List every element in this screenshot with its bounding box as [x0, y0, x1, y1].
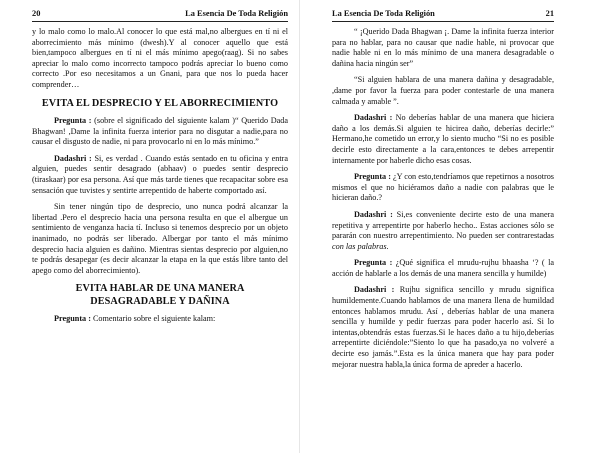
- right-page: [300, 0, 600, 453]
- right-page-number: 21: [545, 9, 554, 18]
- left-header-rule: [32, 21, 288, 22]
- left-page-header: [32, 8, 288, 19]
- left-heading-1: EVITA EL DESPRECIO Y EL ABORRECIMIENTO: [41, 97, 279, 109]
- left-heading-2: EVITA HABLAR DE UNA MANERA DESAGRADABLE Y DAÑINA: [75, 283, 245, 307]
- answer-text: No deberías hablar de una manera que hiciera daño a los demás.Si alguien te hicirea daño, deberías decirle:” Hermano,he cometido un error,y lo siento mucho “Si no es posible decirle esto directamente a la cara,entonces te debes arrepentir internamente por haberle dicho esas cosas.: [332, 113, 554, 165]
- question-label: Pregunta :: [54, 116, 92, 126]
- question-label: Pregunta :: [354, 172, 391, 182]
- answer-text: Si,es conveniente decirte esto de una manera repetitiva y arrepentirte por haberlo hecho.. Estas acciones sólo se pararán con nuestro arrepentimiento. No pueden ser contrarestadas: [332, 209, 554, 241]
- answer-italic-text: con las palabras.: [332, 241, 389, 251]
- right-page-header: [332, 8, 554, 19]
- left-question-1: [32, 116, 288, 148]
- left-answer-1: [32, 154, 288, 196]
- left-question-2: [32, 314, 288, 325]
- question-text: Comentario sobre el siguiente kalam:: [90, 314, 216, 324]
- right-answer-1: [332, 113, 554, 166]
- left-running-title: La Esencia De Toda Religión: [185, 9, 288, 18]
- question-text: ¿Y con esto,tendríamos que repetirnos a nosotros mismos el que no hiciéramos daño a nadie con palabras que le hicieran daño.?: [332, 172, 554, 203]
- right-answer-3: [332, 285, 554, 370]
- left-paragraph-1: y lo malo como lo malo.Al conocer lo que está mal,no albergues en tí ni el aborrecimiento más mínimo (dwesh).Y al conocer aquello que está bien,tampoco albergues en tí ni el más mínimo apego(raag). Si no sabes apreciar lo malo como incorrecto tampoco podrás apreciar lo bueno como correcto .Por eso necesitamos a un Gnani, para que nos lo pueda hacer comprender…: [32, 27, 288, 89]
- question-text: (sobre el significado del siguiente kalam )“ Querido Dada Bhagwan! ,Dame la infinita fuerza interior para no disgutar a nadie,para no causar el disgusto de nadie, ni para provocarlo ni en lo más mínimo.”: [32, 116, 289, 147]
- right-answer-2: [332, 210, 554, 252]
- right-paragraph-2: “Si alguien hablara de una manera dañina y desagradable, ,dame por favor la fuerza para poder contestarle de una manera calmada y amable ”.: [332, 75, 554, 106]
- answer-label: Dadashri :: [354, 113, 393, 123]
- right-question-2: [332, 258, 554, 279]
- right-header-rule: [332, 21, 554, 22]
- answer-label: Dadashri :: [54, 153, 92, 163]
- left-page-number: 20: [32, 9, 41, 18]
- answer-label: Dadashri :: [354, 285, 395, 295]
- question-label: Pregunta :: [54, 314, 91, 324]
- right-running-title: La Esencia De Toda Religión: [332, 9, 435, 18]
- answer-text: Si, es verdad . Cuando estás sentado en tu oficina y entra alguien, puedes sentir desagrado (abhaav) o puedes sentir desprecio (tiraskaar) por esa persona. Así que más tarde tienes que recapacitar sobre esa sensación que tuvistes y sentirte arrepentido de haberte comportado así.: [32, 153, 289, 195]
- answer-label: Dadashri :: [354, 209, 393, 219]
- left-paragraph-2: Sin tener ningún tipo de desprecio, uno nunca podrá alcanzar la libertad .Pero el desprecio hacia una persona resulta en que el albergue un sentimiento de venganza hacia tí. Incluso si tenemos desprecio por un objeto inanimado, no podrás ser liberado. Albergar por tanto el más mínimo desprecio hacia alguien es dañino. Mientras sientas desprecio por alguien,no te podrás desapegar (es decir alcanzar la etapa en la que estás libre tanto del apego como del aborrecimiento).: [32, 202, 288, 275]
- answer-text: Rujhu significa sencillo y mrudu significa humildemente.Cuando hablamos de una manera llena de humildad entonces hablamos mrudu. Así , deberías hablar de una manera sencilla y humilde y pedir fuerzas para poder hacerlo así. Si lo intentas,obtendrás estas fuerzas.Si le haces daño a tu hijo,deberías arrepentirte diciéndole:”Siento lo que ha pasado,ya no volveré a decirte eso jamás.”.Esta es la única manera que hay para poder mejorar nuestra habla,la única forma de apreder a hacerlo.: [332, 285, 554, 369]
- question-text: ¿Qué significa el mrudu-rujhu bhaasha ‘? ( la acción de hablarle a los demás de una manera sencilla y humilde): [332, 258, 554, 278]
- right-question-1: [332, 172, 554, 204]
- right-paragraph-1: “ ¡Querido Dada Bhagwan ¡. Dame la infinita fuerza interior para no hablar, para no causar que nadie hable, ni provocar que nadie hable ni en lo más mínimo de una manera desagradable o dañina hacia ningún ser”: [332, 27, 554, 68]
- question-label: Pregunta :: [354, 258, 393, 268]
